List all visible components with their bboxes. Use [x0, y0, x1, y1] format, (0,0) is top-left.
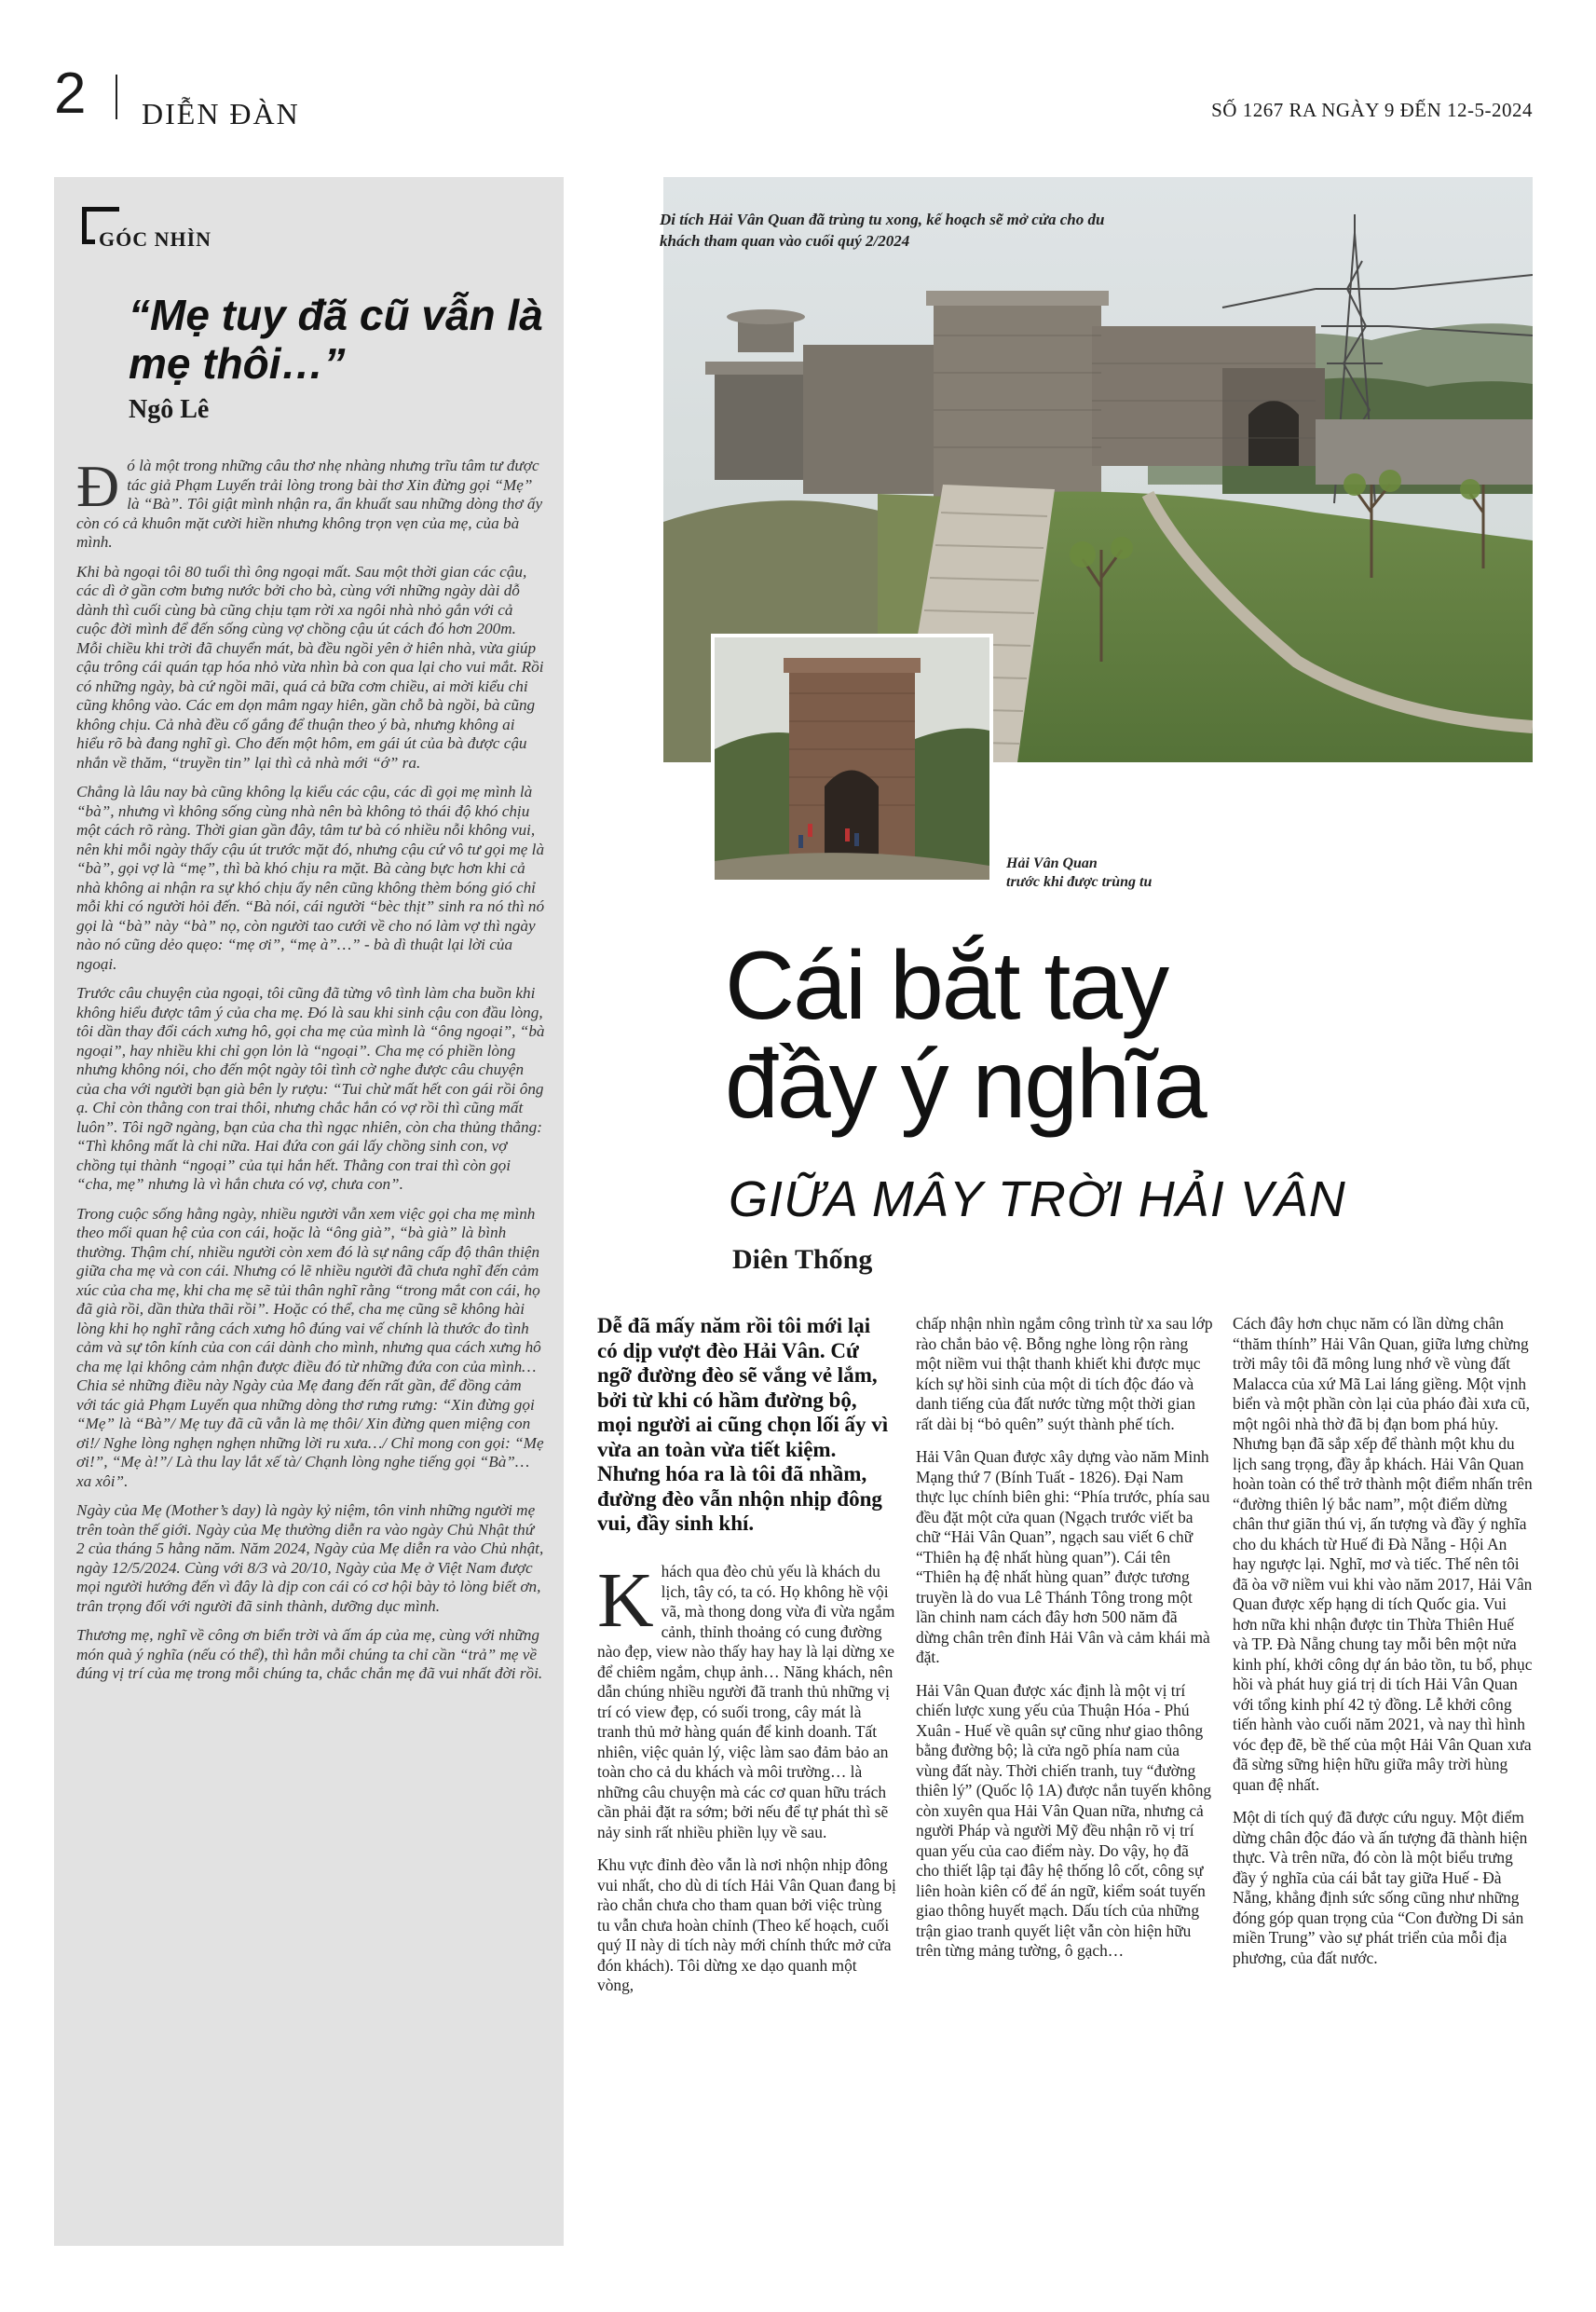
opinion-title: “Mẹ tuy đã cũ vẫn là mẹ thôi…”: [129, 291, 543, 388]
article-paragraph: Cách đây hơn chục năm có lần dừng chân “thăm thính” Hải Vân Quan, giữa lưng chừng trời mây tôi đã mông lung nhớ về vùng đất Malacca của xứ Mã Lai láng giềng. Một vịnh biển và một phần còn lại của pháo đài xưa cũ, một ngôi nhà thờ đã bị đạn bom phá hủy. Nhưng bạn đã sắp xếp để thành một khu du lịch sang trọng, đầy ắp khách. Hải Vân Quan hoàn toàn có thể trở thành một điểm nhấn trên “đường thiên lý bắc nam”, một điểm dừng chân thư giãn thú vị, ấn tượng và đầy ý nghĩa cho du khách từ Huế đi Đà Nẵng - Hội An hay ngược lại. Nghĩ, mơ và tiếc. Thế nên tôi đã òa vỡ niềm vui khi vào năm 2017, Hải Vân Quan được xếp hạng di tích Quốc gia. Vui hơn nữa khi nhận được tin Thừa Thiên Huế và TP. Đà Nẵng chung tay mỗi bên một nửa kinh phí, khởi công dự án bảo tồn, tu bổ, phục hồi và phát huy giá trị di tích Hải Vân Quan với tổng kinh phí 42 tỷ đồng. Lễ khởi công tiến hành vào cuối năm 2021, và nay thì hình vóc đẹp đẽ, bề thế của một Hải Vân Quan xưa đã sừng sững hiện hữu giữa mây trời hùng quan đệ nhất.: [1233, 1314, 1533, 1794]
page-number: 2: [54, 62, 87, 126]
article-paragraph-text: hách qua đèo chủ yếu là khách du lịch, tây có, ta có. Họ không hề vội vã, mà thong dong vừa đi vừa ngắm cảnh, thỉnh thoảng có cung đường nào đẹp, view nào thấy hay hay là lại dừng xe để chiêm ngắm, chụp ảnh… Năng khách, nên dẫn chúng nhiều người đã tranh thủ những vị trí có view đẹp, có suối trong, cây mát là tranh thủ mở hàng quán để kinh doanh. Tất nhiên, việc quản lý, việc làm sao đảm bảo an toàn cho cả du khách và môi trường… là những câu chuyện mà các cơ quan hữu trách cần phải đặt ra sớm; bởi nếu để tự phát thì sẽ nảy sinh rất nhiều phiền lụy về sau.: [597, 1562, 895, 1841]
article-paragraph: Một di tích quý đã được cứu nguy. Một điểm dừng chân độc đáo và ấn tượng đã thành hiện thực. Và trên nữa, đó còn là một biểu trưng đầy ý nghĩa của cái bắt tay giữa Huế - Đà Nẵng, khẳng định sức sống cũng như những đóng góp quan trọng của “Con đường Di sản miền Trung” vào sự phát triển của mỗi địa phương, của đất nước.: [1233, 1808, 1528, 1967]
section-title: DIỄN ĐÀN: [142, 97, 300, 130]
article-paragraph: Khu vực đỉnh đèo vẫn là nơi nhộn nhịp đông vui nhất, cho dù di tích Hải Vân Quan đang bị rào chắn chưa cho tham quan bởi việc trùng tu vẫn chưa hoàn chỉnh (Theo kế hoạch, cuối quý II này di tích này mới chính thức mở cửa đón khách). Tôi dừng xe dạo quanh một vòng,: [597, 1855, 896, 1994]
article-headline: [725, 932, 1526, 1139]
article-column-2: [916, 1314, 1214, 1975]
opinion-paragraph: Ngày của Mẹ (Mother’s day) là ngày kỷ niệm, tôn vinh những người mẹ trên toàn thế giới. Ngày của Mẹ thường diễn ra vào ngày Chủ Nhật thứ 2 của tháng 5 hằng năm. Năm 2024, Ngày của Mẹ diễn ra vào Chủ nhật, ngày 12/5/2024. Cùng với 8/3 và 20/10, Ngày của Mẹ ở Việt Nam được mọi người hướng đến vì đây là dịp con cái có cơ hội bày tỏ lòng biết ơn, trân trọng đối với người đã sinh thành, dưỡng dục mình.: [76, 1501, 544, 1615]
main-photo-caption: Di tích Hải Vân Quan đã trùng tu xong, kế hoạch sẽ mở cửa cho du khách tham quan vào cuối quý 2/2024: [660, 211, 1105, 250]
opinion-paragraph-text: ó là một trong những câu thơ nhẹ nhàng nhưng trĩu tâm tư được tác giả Phạm Luyến trải lòng trong bài thơ Xin đừng gọi “Mẹ” là “Bà”. Tôi giật mình nhận ra, ẩn khuất sau những dòng thơ ấy còn có cả khuôn mặt cười hiền nhưng không trọn vẹn của mẹ, của bà mình.: [76, 457, 543, 551]
opinion-body: [76, 453, 545, 1694]
headline-line-2: đầy ý nghĩa: [725, 1031, 1206, 1139]
column-label: GÓC NHÌN: [95, 227, 215, 252]
article-lead: Dễ đã mấy năm rồi tôi mới lại có dịp vượt đèo Hải Vân. Cứ ngỡ đường đèo sẽ vắng vẻ lắm, bởi từ khi có hầm đường bộ, mọi người ai cũng chọn lối ấy vì vừa an toàn vừa tiết kiệm. Nhưng hóa ra là tôi đã nhầm, đường đèo vẫn nhộn nhịp đông vui, đầy sinh khí.: [597, 1314, 889, 1535]
article-paragraph: [597, 1557, 897, 1842]
article-paragraph: Hải Vân Quan được xây dựng vào năm Minh Mạng thứ 7 (Bính Tuất - 1826). Đại Nam thực lục chính biên ghi: “Phía trước, phía sau đều đặt một cửa quan (Ngạch trước viết ba chữ “Hải Vân Quan”, ngạch sau viết 6 chữ “Thiên hạ đệ nhất hùng quan”). Cái tên “Thiên hạ đệ nhất hùng quan” được tương truyền là do vua Lê Thánh Tông trong một lần chinh nam cách đây hơn 500 năm đã dừng chân trên đỉnh Hải Vân và cảm khái mà đặt.: [916, 1447, 1210, 1666]
issue-info: SỐ 1267 RA NGÀY 9 ĐẾN 12-5-2024: [1211, 99, 1533, 121]
opinion-dropcap: Đ: [76, 453, 120, 519]
opinion-author: Ngô Lê: [129, 395, 210, 424]
opinion-paragraph: Thương mẹ, nghĩ về công ơn biển trời và ấm áp của mẹ, cùng với những món quà ý nghĩa (nếu có thể), thì hẳn mỗi chúng ta chỉ cần “trả” mẹ về đúng vị trí của mẹ trong mỗi chúng ta, chắc chắn mẹ đã vui nhất đời rồi.: [76, 1626, 543, 1682]
header-divider: [116, 75, 117, 119]
article-subheadline: GIỮA MÂY TRỜI HẢI VÂN: [729, 1171, 1346, 1227]
opinion-paragraph: Chẳng là lâu nay bà cũng không lạ kiểu các cậu, các dì gọi mẹ mình là “bà”, nhưng vì không sống cùng nhà nên bà không tỏ thái độ khó chịu một cách rõ ràng. Thời gian gần đây, tâm tư bà có nhiều nỗi không vui, nên khi mỗi ngày thấy cậu út trước mặt đó, nhưng cậu cứ vô tư gọi mẹ là “bà”, gọi vợ là “mẹ”, thì bà khó chịu ra mặt. Bà càng bực hơn khi cả nhà không ai nhận ra sự khó chịu ấy nên cũng không thèm bóng gió chỉ mỗi khi có người hỏi đến. “Bà nói, cái người “bèc thịt” sinh ra nó thì nó gọi là “bà” này “bà” nọ, còn người tao cưới về cho nó làm vợ thì ngày nào nó cũng dẻo quẹo: “mẹ ơi”, “mẹ à”…” - bà dì thuật lại lời của ngoại.: [76, 783, 545, 973]
article-paragraph: Hải Vân Quan được xác định là một vị trí chiến lược xung yếu của Thuận Hóa - Phú Xuân - Huế về quân sự cũng như giao thông bằng đường bộ; là cửa ngõ phía nam của vùng đất này. Thời chiến tranh, tuy “đường thiên lý” (Quốc lộ 1A) được nắn tuyến không còn xuyên qua Hải Vân Quan nữa, nhưng cả người Pháp và người Mỹ đều nhận rõ vị trí quan yếu của cao điểm này. Do vậy, họ đã cho thiết lập tại đây hệ thống lô cốt, công sự liên hoàn kiên cố để án ngữ, kiểm soát tuyến giao thông huyết mạch. Dấu tích của những trận giao tranh quyết liệt vẫn còn hiện hữu trên từng mảng tường, ô gạch…: [916, 1680, 1212, 1960]
headline-line-1: Cái bắt tay: [725, 932, 1168, 1040]
inset-photo-caption: [1006, 855, 1230, 892]
opinion-paragraph: Khi bà ngoại tôi 80 tuổi thì ông ngoại mất. Sau một thời gian các cậu, các dì ở gần cơm bưng nước bởi cho bà, cùng với những ngày dài dỗ dành thì cuối cùng bà cũng chịu tạm rời xa ngôi nhà nhỏ gắn với cả cuộc đời mình để đến sống cùng vợ chồng cậu út cách đó hơn 200m. Mỗi chiều khi trời đã chuyển mát, bà đều ngồi yên ở hiên nhà, vừa giúp cậu trông cái quán tạp hóa nhỏ vừa nhìn bà con qua lại cho vui mắt. Rồi có những ngày, bà cứ ngồi mãi, quá cả bữa cơm chiều, ai mời kiểu chi cũng không vào. Các em dọn mâm ngay hiên, gần chỗ bà ngồi, bà cũng không chịu. Cả nhà đều cố gắng để thuận theo ý bà, nhưng không ai hiểu rõ bà đang nghĩ gì. Cho đến một hôm, em gái út của bà được cậu nhắn về thăm, “truyền tin” lại thì cả nhà mới “ớ” ra.: [76, 562, 544, 772]
article-dropcap: K: [597, 1557, 654, 1644]
opinion-paragraph: Trong cuộc sống hằng ngày, nhiều người vẫn xem việc gọi cha mẹ mình theo mối quan hệ của con cái, hoặc là “ông già”, “bà già” là bình thường. Thậm chí, nhiều người còn xem đó là sự nâng cấp độ thân thiện giữa cha mẹ và con cái. Nhưng có lẽ nhiều người đã chưa nghĩ đến cảm xúc của cha mẹ, khi cha mẹ sẽ tủi thân nghĩ rằng “trong mắt con cái, họ đã già rồi, dần thừa thãi rồi”. Hoặc có thể, cha mẹ cũng sẽ không hài lòng khi họ nghĩ rằng cách xưng hô đúng vai vế chính là thước đo tình cảm và sự tôn kính của con cái dành cho mình, nhưng qua cách xưng hô cha mẹ lại không cảm nhận được điều đó từ những đứa con của mình… Chia sẻ những điều này Ngày của Mẹ đang đến rất gần, để đồng cảm với tác giả Phạm Luyến qua những dòng thơ rưng rưng: “Xin đừng gọi “Mẹ” là “Bà”/ Mẹ tuy đã cũ vẫn là mẹ thôi/ Xin đừng quen miệng con ơi!/ Nghe lòng nghẹn nghẹn những lời ru xưa…/ Chỉ mong con gọi: “Mẹ ơi!”, “Mẹ à!”/ Là thu lay lắt xế tà/ Chạnh lòng nghe tiếng gọi “Bà”… xa xôi”.: [76, 1204, 544, 1490]
opinion-paragraph: Trước câu chuyện của ngoại, tôi cũng đã từng vô tình làm cha buồn khi không hiểu được tâm ý của cha mẹ. Đó là sau khi sinh cậu con đầu lòng, tôi dần thay đổi cách xưng hô, gọi cha mẹ của mình là “ông ngoại”, “bà ngoại”, hay nhiều khi chỉ gọn lỏn là “ngoại”. Cha mẹ có phiền lòng nhưng không nói, cho đến một ngày tôi tình cờ nghe được câu chuyện của cha với người bạn già bên ly rượu: “Tui chừ mất hết con gái rồi ông ạ. Chỉ còn thằng con trai thôi, nhưng chắc hắn có vợ rồi thì cũng mất luôn”. Tôi ngỡ ngàng, bạn của cha thì ngạc nhiên, còn cha thủng thẳng: “Thì không mất là chi nữa. Hai đứa con gái lấy chồng sinh con, vợ chồng tụi thành “ngoại” của tụi hắn hết. Thằng con trai thì còn gọi “cha, mẹ” nhưng là vì hắn chưa có vợ, chưa con”.: [76, 984, 545, 1193]
article-byline: Diên Thống: [732, 1244, 873, 1275]
inset-caption-line-1: Hải Vân Quan: [1006, 855, 1098, 871]
hai-van-quan-before-photo: [711, 634, 993, 883]
inset-caption-line-2: trước khi được trùng tu: [1006, 874, 1153, 890]
article-column-3: [1233, 1314, 1533, 1981]
article-paragraph: chấp nhận nhìn ngắm công trình từ xa sau lớp rào chắn bảo vệ. Bỗng nghe lòng rộn ràng một niềm vui thật thanh khiết khi được mục kích sự hồi sinh của một di tích độc đáo và danh tiếng của đất nước từng một thời gian rất dài bị “bỏ quên” suýt thành phế tích.: [916, 1314, 1213, 1433]
opinion-paragraph: [76, 453, 545, 553]
article-column-1: [597, 1557, 897, 2009]
